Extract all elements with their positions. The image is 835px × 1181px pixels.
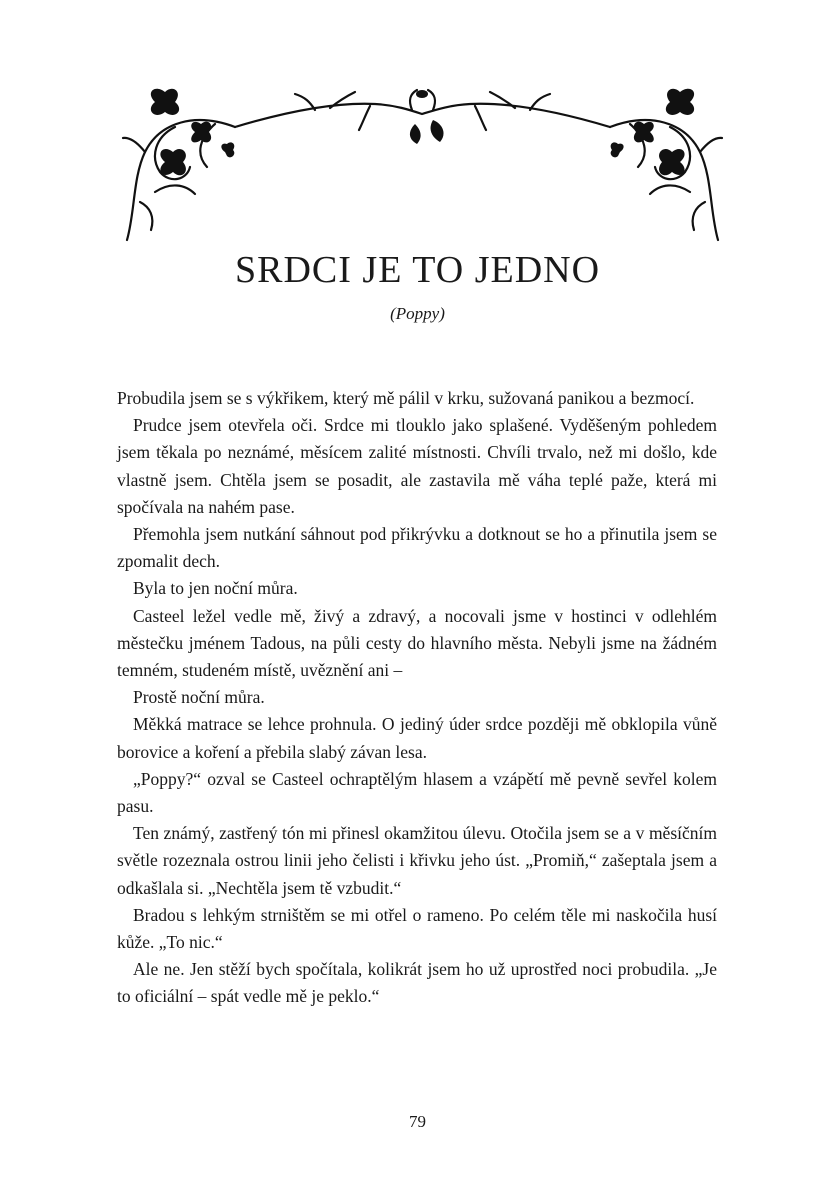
paragraph: Prudce jsem otevřela oči. Srdce mi tlouklo jako splašené. Vyděšeným pohledem jsem těkala po neznámé, měsícem zalité místnosti. Chvíli trvalo, než mi došlo, kde vlastně jsem. Chtěla jsem se posadit, ale zastavila mě váha teplé paže, která mi spočívala na nahém pase. — [117, 415, 717, 517]
floral-vine-ornament — [115, 82, 730, 252]
chapter-body — [117, 385, 717, 1011]
paragraph: Ten známý, zastřený tón mi přinesl okamžitou úlevu. Otočila jsem se a v měsíčním světle rozeznala ostrou linii jeho čelisti i křivku jeho úst. „Promiň,“ zašeptala jsem a odkašlala si. „Nechtěla jsem tě vzbudit.“ — [117, 823, 717, 898]
page-number: 79 — [409, 1112, 426, 1131]
paragraph: Prostě noční můra. — [133, 687, 265, 708]
chapter-pov: (Poppy) — [390, 304, 445, 323]
paragraph: Bradou s lehkým strništěm se mi otřel o rameno. Po celém těle mi naskočila husí kůže. „To nic.“ — [117, 904, 717, 953]
paragraph: Casteel ležel vedle mě, živý a zdravý, a nocovali jsme v hostinci v odlehlém městečku jménem Tadous, na půli cesty do hlavního města. Nebyli jsme na žádném temném, studeném místě, uvěznění ani – — [117, 605, 717, 681]
paragraph: Přemohla jsem nutkání sáhnout pod přikrývku a dotknout se ho a přinutila jsem se zpomalit dech. — [117, 524, 717, 572]
paragraph: Ale ne. Jen stěží bych spočítala, kolikrát jsem ho už uprostřed noci probudila. „Je to oficiální – spát vedle mě je peklo.“ — [117, 959, 717, 1007]
paragraph: Měkká matrace se lehce prohnula. O jediný úder srdce později mě obklopila vůně borovice a koření a přebila slabý závan lesa. — [117, 714, 717, 762]
paragraph: „Poppy?“ ozval se Casteel ochraptělým hlasem a vzápětí mě pevně sevřel kolem pasu. — [117, 768, 717, 817]
chapter-title: SRDCI JE TO JEDNO — [234, 249, 601, 291]
paragraph: Probudila jsem se s výkřikem, který mě pálil v krku, sužovaná panikou a bezmocí. — [117, 388, 695, 408]
paragraph: Byla to jen noční můra. — [133, 578, 298, 599]
